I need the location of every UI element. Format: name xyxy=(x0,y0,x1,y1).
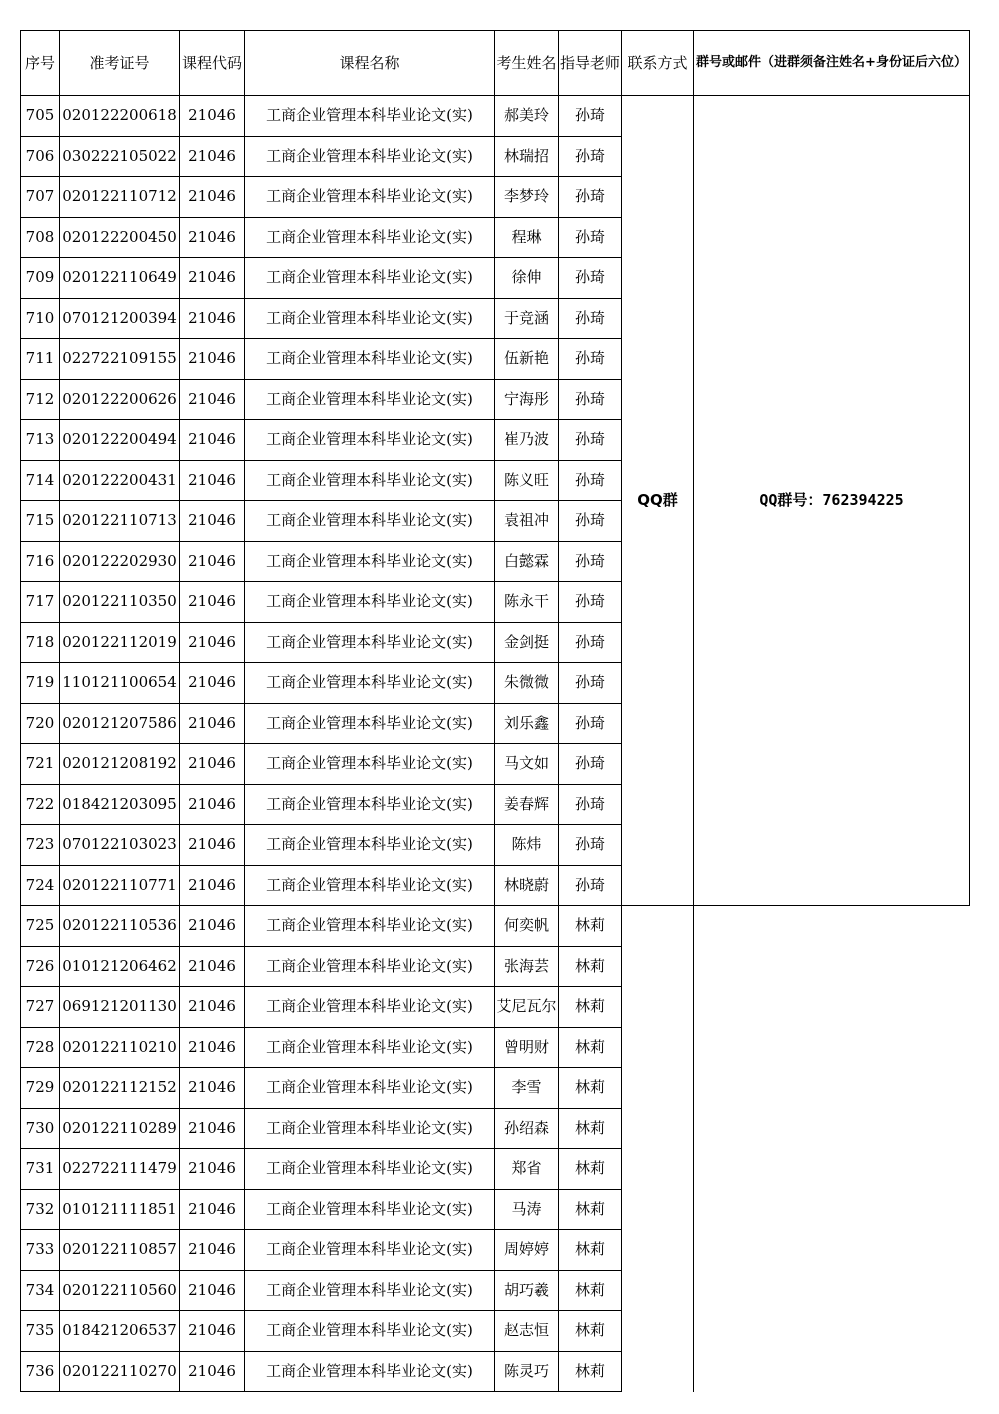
cell-student-name: 程琳 xyxy=(495,217,559,258)
cell-ticket: 020122110536 xyxy=(60,906,180,947)
cell-course-code: 21046 xyxy=(180,136,245,177)
cell-student-name: 陈义旺 xyxy=(495,460,559,501)
cell-seq: 719 xyxy=(21,663,60,704)
cell-student-name: 李雪 xyxy=(495,1068,559,1109)
cell-course-code: 21046 xyxy=(180,744,245,785)
cell-ticket: 020122110350 xyxy=(60,582,180,623)
cell-student-name: 伍新艳 xyxy=(495,339,559,380)
cell-teacher: 林莉 xyxy=(559,1311,622,1352)
cell-ticket: 110121100654 xyxy=(60,663,180,704)
cell-seq: 736 xyxy=(21,1351,60,1392)
cell-course-name: 工商企业管理本科毕业论文(实) xyxy=(245,1230,495,1271)
cell-seq: 714 xyxy=(21,460,60,501)
cell-teacher: 孙琦 xyxy=(559,744,622,785)
cell-student-name: 郝美玲 xyxy=(495,96,559,137)
cell-course-name: 工商企业管理本科毕业论文(实) xyxy=(245,663,495,704)
cell-teacher: 孙琦 xyxy=(559,460,622,501)
cell-course-name: 工商企业管理本科毕业论文(实) xyxy=(245,946,495,987)
cell-course-code: 21046 xyxy=(180,987,245,1028)
cell-seq: 723 xyxy=(21,825,60,866)
cell-course-code: 21046 xyxy=(180,217,245,258)
cell-course-code: 21046 xyxy=(180,1351,245,1392)
header-student-name: 考生姓名 xyxy=(495,31,559,96)
cell-teacher: 林莉 xyxy=(559,1068,622,1109)
cell-ticket: 020122202930 xyxy=(60,541,180,582)
cell-course-code: 21046 xyxy=(180,946,245,987)
cell-teacher: 孙琦 xyxy=(559,177,622,218)
cell-ticket: 020122110712 xyxy=(60,177,180,218)
cell-student-name: 赵志恒 xyxy=(495,1311,559,1352)
cell-seq: 722 xyxy=(21,784,60,825)
cell-course-name: 工商企业管理本科毕业论文(实) xyxy=(245,1149,495,1190)
cell-teacher: 孙琦 xyxy=(559,541,622,582)
cell-ticket: 010121206462 xyxy=(60,946,180,987)
cell-student-name: 曾明财 xyxy=(495,1027,559,1068)
cell-course-name: 工商企业管理本科毕业论文(实) xyxy=(245,622,495,663)
cell-seq: 724 xyxy=(21,865,60,906)
cell-ticket: 020122110649 xyxy=(60,258,180,299)
cell-course-name: 工商企业管理本科毕业论文(实) xyxy=(245,987,495,1028)
header-ticket: 准考证号 xyxy=(60,31,180,96)
header-teacher: 指导老师 xyxy=(559,31,622,96)
cell-student-name: 崔乃波 xyxy=(495,420,559,461)
cell-student-name: 宁海彤 xyxy=(495,379,559,420)
header-seq: 序号 xyxy=(21,31,60,96)
cell-student-name: 陈灵巧 xyxy=(495,1351,559,1392)
cell-course-name: 工商企业管理本科毕业论文(实) xyxy=(245,460,495,501)
cell-teacher: 孙琦 xyxy=(559,865,622,906)
cell-course-code: 21046 xyxy=(180,379,245,420)
cell-course-code: 21046 xyxy=(180,865,245,906)
cell-course-name: 工商企业管理本科毕业论文(实) xyxy=(245,1351,495,1392)
cell-course-code: 21046 xyxy=(180,825,245,866)
cell-course-name: 工商企业管理本科毕业论文(实) xyxy=(245,825,495,866)
cell-teacher: 林莉 xyxy=(559,906,622,947)
cell-course-code: 21046 xyxy=(180,1311,245,1352)
cell-seq: 713 xyxy=(21,420,60,461)
group-number-cell: QQ群号：762394225 xyxy=(694,96,970,906)
cell-seq: 729 xyxy=(21,1068,60,1109)
cell-course-name: 工商企业管理本科毕业论文(实) xyxy=(245,177,495,218)
cell-teacher: 林莉 xyxy=(559,1108,622,1149)
cell-teacher: 孙琦 xyxy=(559,784,622,825)
cell-teacher: 孙琦 xyxy=(559,339,622,380)
cell-course-code: 21046 xyxy=(180,96,245,137)
cell-course-name: 工商企业管理本科毕业论文(实) xyxy=(245,703,495,744)
cell-course-name: 工商企业管理本科毕业论文(实) xyxy=(245,501,495,542)
cell-seq: 733 xyxy=(21,1230,60,1271)
cell-student-name: 金剑挺 xyxy=(495,622,559,663)
cell-student-name: 胡巧羲 xyxy=(495,1270,559,1311)
cell-seq: 716 xyxy=(21,541,60,582)
cell-ticket: 020121207586 xyxy=(60,703,180,744)
cell-course-name: 工商企业管理本科毕业论文(实) xyxy=(245,258,495,299)
cell-student-name: 朱微微 xyxy=(495,663,559,704)
cell-teacher: 林莉 xyxy=(559,1027,622,1068)
cell-teacher: 孙琦 xyxy=(559,703,622,744)
cell-seq: 731 xyxy=(21,1149,60,1190)
cell-course-code: 21046 xyxy=(180,703,245,744)
cell-ticket: 020122110270 xyxy=(60,1351,180,1392)
cell-student-name: 何奕帆 xyxy=(495,906,559,947)
cell-seq: 721 xyxy=(21,744,60,785)
cell-ticket: 020122110857 xyxy=(60,1230,180,1271)
cell-course-code: 21046 xyxy=(180,501,245,542)
group-number-cell xyxy=(694,906,970,1392)
cell-seq: 710 xyxy=(21,298,60,339)
cell-course-name: 工商企业管理本科毕业论文(实) xyxy=(245,784,495,825)
cell-student-name: 陈永干 xyxy=(495,582,559,623)
cell-ticket: 020122200450 xyxy=(60,217,180,258)
cell-teacher: 林莉 xyxy=(559,946,622,987)
header-group: 群号或邮件（进群须备注姓名+身份证后六位） xyxy=(694,31,970,96)
cell-course-name: 工商企业管理本科毕业论文(实) xyxy=(245,1311,495,1352)
cell-student-name: 张海芸 xyxy=(495,946,559,987)
cell-ticket: 020122112152 xyxy=(60,1068,180,1109)
cell-seq: 732 xyxy=(21,1189,60,1230)
cell-seq: 707 xyxy=(21,177,60,218)
cell-ticket: 018421206537 xyxy=(60,1311,180,1352)
cell-course-code: 21046 xyxy=(180,339,245,380)
cell-course-name: 工商企业管理本科毕业论文(实) xyxy=(245,1270,495,1311)
cell-ticket: 010121111851 xyxy=(60,1189,180,1230)
cell-student-name: 陈炜 xyxy=(495,825,559,866)
cell-ticket: 070121200394 xyxy=(60,298,180,339)
cell-seq: 715 xyxy=(21,501,60,542)
cell-course-code: 21046 xyxy=(180,1108,245,1149)
cell-course-code: 21046 xyxy=(180,1230,245,1271)
cell-seq: 720 xyxy=(21,703,60,744)
cell-teacher: 孙琦 xyxy=(559,622,622,663)
contact-method-cell xyxy=(622,906,694,1392)
cell-ticket: 020122110210 xyxy=(60,1027,180,1068)
student-assignment-table xyxy=(20,30,970,1392)
cell-ticket: 020122110289 xyxy=(60,1108,180,1149)
cell-course-code: 21046 xyxy=(180,622,245,663)
cell-seq: 708 xyxy=(21,217,60,258)
cell-seq: 725 xyxy=(21,906,60,947)
cell-seq: 717 xyxy=(21,582,60,623)
cell-ticket: 069121201130 xyxy=(60,987,180,1028)
cell-seq: 709 xyxy=(21,258,60,299)
cell-course-code: 21046 xyxy=(180,460,245,501)
cell-course-code: 21046 xyxy=(180,906,245,947)
cell-student-name: 周婷婷 xyxy=(495,1230,559,1271)
cell-course-name: 工商企业管理本科毕业论文(实) xyxy=(245,136,495,177)
cell-ticket: 020122200618 xyxy=(60,96,180,137)
header-course-name: 课程名称 xyxy=(245,31,495,96)
cell-ticket: 020122110713 xyxy=(60,501,180,542)
cell-ticket: 022722109155 xyxy=(60,339,180,380)
cell-student-name: 孙绍森 xyxy=(495,1108,559,1149)
cell-course-name: 工商企业管理本科毕业论文(实) xyxy=(245,96,495,137)
cell-seq: 730 xyxy=(21,1108,60,1149)
cell-course-name: 工商企业管理本科毕业论文(实) xyxy=(245,379,495,420)
cell-teacher: 孙琦 xyxy=(559,217,622,258)
cell-student-name: 姜春辉 xyxy=(495,784,559,825)
cell-course-code: 21046 xyxy=(180,1068,245,1109)
cell-ticket: 022722111479 xyxy=(60,1149,180,1190)
cell-course-code: 21046 xyxy=(180,541,245,582)
cell-teacher: 孙琦 xyxy=(559,582,622,623)
cell-ticket: 020122110771 xyxy=(60,865,180,906)
cell-student-name: 艾尼瓦尔 xyxy=(495,987,559,1028)
table-row xyxy=(21,96,970,137)
cell-seq: 711 xyxy=(21,339,60,380)
cell-course-code: 21046 xyxy=(180,784,245,825)
cell-teacher: 孙琦 xyxy=(559,501,622,542)
cell-ticket: 070122103023 xyxy=(60,825,180,866)
cell-seq: 718 xyxy=(21,622,60,663)
cell-teacher: 孙琦 xyxy=(559,258,622,299)
cell-ticket: 020122112019 xyxy=(60,622,180,663)
cell-course-name: 工商企业管理本科毕业论文(实) xyxy=(245,420,495,461)
cell-teacher: 孙琦 xyxy=(559,379,622,420)
cell-course-name: 工商企业管理本科毕业论文(实) xyxy=(245,339,495,380)
cell-student-name: 于竞涵 xyxy=(495,298,559,339)
cell-course-code: 21046 xyxy=(180,1027,245,1068)
cell-course-name: 工商企业管理本科毕业论文(实) xyxy=(245,217,495,258)
cell-course-code: 21046 xyxy=(180,1149,245,1190)
cell-ticket: 018421203095 xyxy=(60,784,180,825)
cell-teacher: 林莉 xyxy=(559,1149,622,1190)
cell-course-name: 工商企业管理本科毕业论文(实) xyxy=(245,582,495,623)
cell-course-code: 21046 xyxy=(180,177,245,218)
cell-teacher: 孙琦 xyxy=(559,663,622,704)
cell-course-code: 21046 xyxy=(180,1270,245,1311)
cell-teacher: 林莉 xyxy=(559,1230,622,1271)
cell-course-code: 21046 xyxy=(180,582,245,623)
contact-method-cell: QQ群 xyxy=(622,96,694,906)
cell-seq: 728 xyxy=(21,1027,60,1068)
cell-student-name: 林瑞招 xyxy=(495,136,559,177)
cell-seq: 727 xyxy=(21,987,60,1028)
cell-ticket: 020121208192 xyxy=(60,744,180,785)
cell-student-name: 刘乐鑫 xyxy=(495,703,559,744)
cell-seq: 734 xyxy=(21,1270,60,1311)
cell-teacher: 林莉 xyxy=(559,987,622,1028)
cell-teacher: 林莉 xyxy=(559,1270,622,1311)
cell-teacher: 孙琦 xyxy=(559,136,622,177)
cell-course-name: 工商企业管理本科毕业论文(实) xyxy=(245,865,495,906)
cell-ticket: 020122110560 xyxy=(60,1270,180,1311)
cell-teacher: 孙琦 xyxy=(559,96,622,137)
header-row xyxy=(21,31,970,96)
cell-course-code: 21046 xyxy=(180,298,245,339)
cell-course-code: 21046 xyxy=(180,258,245,299)
cell-course-name: 工商企业管理本科毕业论文(实) xyxy=(245,1068,495,1109)
cell-student-name: 林晓蔚 xyxy=(495,865,559,906)
header-contact: 联系方式 xyxy=(622,31,694,96)
cell-ticket: 030222105022 xyxy=(60,136,180,177)
cell-course-code: 21046 xyxy=(180,420,245,461)
cell-course-name: 工商企业管理本科毕业论文(实) xyxy=(245,1189,495,1230)
cell-ticket: 020122200626 xyxy=(60,379,180,420)
cell-seq: 726 xyxy=(21,946,60,987)
cell-teacher: 林莉 xyxy=(559,1351,622,1392)
cell-seq: 706 xyxy=(21,136,60,177)
cell-ticket: 020122200431 xyxy=(60,460,180,501)
cell-course-code: 21046 xyxy=(180,1189,245,1230)
table-row xyxy=(21,906,970,947)
cell-course-name: 工商企业管理本科毕业论文(实) xyxy=(245,298,495,339)
header-course-code: 课程代码 xyxy=(180,31,245,96)
cell-student-name: 李梦玲 xyxy=(495,177,559,218)
cell-ticket: 020122200494 xyxy=(60,420,180,461)
cell-teacher: 林莉 xyxy=(559,1189,622,1230)
cell-course-name: 工商企业管理本科毕业论文(实) xyxy=(245,1108,495,1149)
cell-teacher: 孙琦 xyxy=(559,825,622,866)
cell-seq: 712 xyxy=(21,379,60,420)
cell-student-name: 徐伸 xyxy=(495,258,559,299)
cell-course-name: 工商企业管理本科毕业论文(实) xyxy=(245,1027,495,1068)
cell-seq: 735 xyxy=(21,1311,60,1352)
cell-student-name: 马涛 xyxy=(495,1189,559,1230)
cell-course-code: 21046 xyxy=(180,663,245,704)
cell-seq: 705 xyxy=(21,96,60,137)
cell-student-name: 袁祖冲 xyxy=(495,501,559,542)
cell-teacher: 孙琦 xyxy=(559,420,622,461)
cell-teacher: 孙琦 xyxy=(559,298,622,339)
cell-student-name: 白懿霖 xyxy=(495,541,559,582)
cell-student-name: 马文如 xyxy=(495,744,559,785)
cell-course-name: 工商企业管理本科毕业论文(实) xyxy=(245,744,495,785)
cell-student-name: 郑省 xyxy=(495,1149,559,1190)
cell-course-name: 工商企业管理本科毕业论文(实) xyxy=(245,541,495,582)
cell-course-name: 工商企业管理本科毕业论文(实) xyxy=(245,906,495,947)
